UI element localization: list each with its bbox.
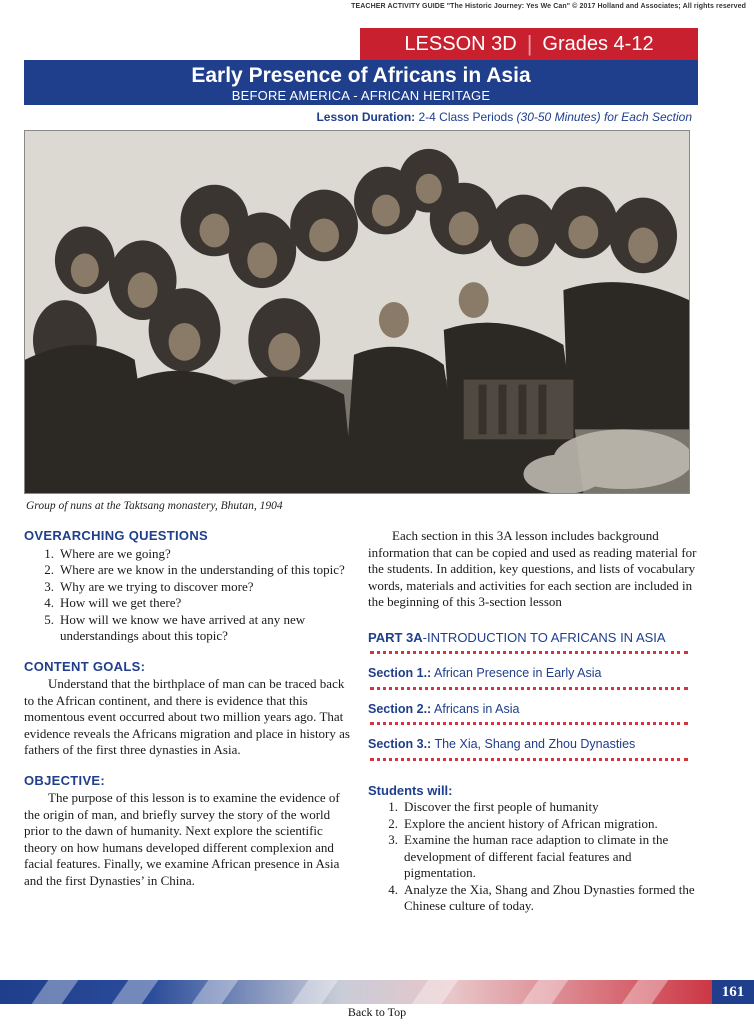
content-goals-text: Understand that the birthplace of man can be traced back to the African continent, and there is evidence that this momentous event occurred about two million years ago. That evidence reveals the Africans migration and place in history as fathers of the first three dynasties in Asia. xyxy=(24,676,350,757)
part-label: PART 3A xyxy=(368,629,423,645)
title-banner xyxy=(24,60,698,105)
photo-caption: Group of nuns at the Taktsang monastery, Bhutan, 1904 xyxy=(26,500,283,512)
lesson-label: LESSON 3D xyxy=(404,32,517,55)
dotted-divider xyxy=(370,753,688,761)
page-title: Early Presence of Africans in Asia xyxy=(191,64,531,87)
objective-text: The purpose of this lesson is to examine the evidence of the origin of man, and briefly survey the story of the world prior to the dawn of humanity. Next explore the scientific theory on how humans developed different complexion and facial features. Finally, we examine African presence in Asia and the first Dynasties’ in China. xyxy=(24,790,340,888)
list-number: 5. xyxy=(44,611,54,627)
list-number: 1. xyxy=(388,799,398,814)
students-list xyxy=(368,799,698,915)
right-column xyxy=(368,528,698,915)
duration-value: 2-4 Class Periods xyxy=(418,110,514,124)
list-item xyxy=(24,579,354,596)
dotted-divider xyxy=(370,717,688,725)
part-heading xyxy=(368,630,698,647)
duration-label: Lesson Duration: xyxy=(316,110,416,124)
list-number: 4. xyxy=(44,595,54,610)
list-text: Why are we trying to discover more? xyxy=(60,578,254,594)
section-title: Africans in Asia xyxy=(434,701,520,716)
grades-label: Grades 4-12 xyxy=(542,32,654,55)
lesson-separator: | xyxy=(526,31,533,56)
section-item xyxy=(368,665,698,682)
lesson-intro-text: Each section in this 3A lesson includes background information that can be copied and used as reading material for the students. In addition, key questions, and lists of vocabulary words, materials and activities for each section are included in the beginning of this 3-section lesson xyxy=(368,528,697,609)
photo-illustration xyxy=(25,131,689,493)
list-item xyxy=(24,546,354,563)
list-text: Where are we going? xyxy=(60,545,171,561)
questions-list xyxy=(24,546,354,645)
lesson-tab xyxy=(360,28,698,60)
flag-footer-band xyxy=(0,980,754,1004)
students-will-heading: Students will: xyxy=(368,782,453,798)
section-label: Section 1.: xyxy=(368,666,432,680)
list-number: 2. xyxy=(44,562,54,577)
list-text: Where are we know in the understanding of this topic? xyxy=(60,562,345,577)
section-item xyxy=(368,701,698,718)
list-item xyxy=(24,595,354,612)
list-item xyxy=(24,612,354,645)
section-title: African Presence in Early Asia xyxy=(434,666,602,680)
list-number: 1. xyxy=(44,545,54,561)
list-item xyxy=(24,562,354,579)
copyright-note: TEACHER ACTIVITY GUIDE "The Historic Journey: Yes We Can" © 2017 Holland and Associates; All rights reserved xyxy=(351,3,746,10)
left-column xyxy=(24,528,354,889)
overarching-questions-heading: OVERARCHING QUESTIONS xyxy=(24,528,208,543)
objective-heading: OBJECTIVE: xyxy=(24,772,106,788)
section-title: The Xia, Shang and Zhou Dynasties xyxy=(434,737,636,751)
list-number: 3. xyxy=(44,578,54,594)
section-label: Section 2.: xyxy=(368,701,432,716)
list-number: 4. xyxy=(388,881,398,897)
list-text: Analyze the Xia, Shang and Zhou Dynasties formed the Chinese culture of today. xyxy=(404,881,695,913)
dotted-divider xyxy=(370,646,688,654)
list-item xyxy=(368,799,698,816)
page-subtitle: BEFORE AMERICA - AFRICAN HERITAGE xyxy=(231,88,491,103)
lesson-duration xyxy=(316,110,692,124)
list-item xyxy=(368,882,698,915)
list-text: Examine the human race adaption to climate in the development of different facial features and pigmentation. xyxy=(404,832,669,880)
list-item xyxy=(368,832,698,882)
section-label: Section 3.: xyxy=(368,737,432,751)
list-text: How will we get there? xyxy=(60,595,182,610)
list-number: 3. xyxy=(388,832,398,847)
list-text: Explore the ancient history of African migration. xyxy=(404,815,658,831)
page-number: 161 xyxy=(712,980,754,1004)
list-item xyxy=(368,816,698,833)
list-text: How will we know we have arrived at any new understandings about this topic? xyxy=(60,611,306,643)
duration-detail: (30-50 Minutes) xyxy=(516,110,601,124)
content-goals-heading: CONTENT GOALS: xyxy=(24,658,146,674)
list-number: 2. xyxy=(388,815,398,831)
duration-suffix: for Each Section xyxy=(603,110,692,124)
back-to-top-link[interactable]: Back to Top xyxy=(347,1005,407,1019)
nuns-photograph xyxy=(24,130,690,494)
section-item xyxy=(368,736,698,753)
dotted-divider xyxy=(370,682,688,690)
part-title: -INTRODUCTION TO AFRICANS IN ASIA xyxy=(422,629,666,645)
list-text: Discover the first people of humanity xyxy=(404,799,599,814)
